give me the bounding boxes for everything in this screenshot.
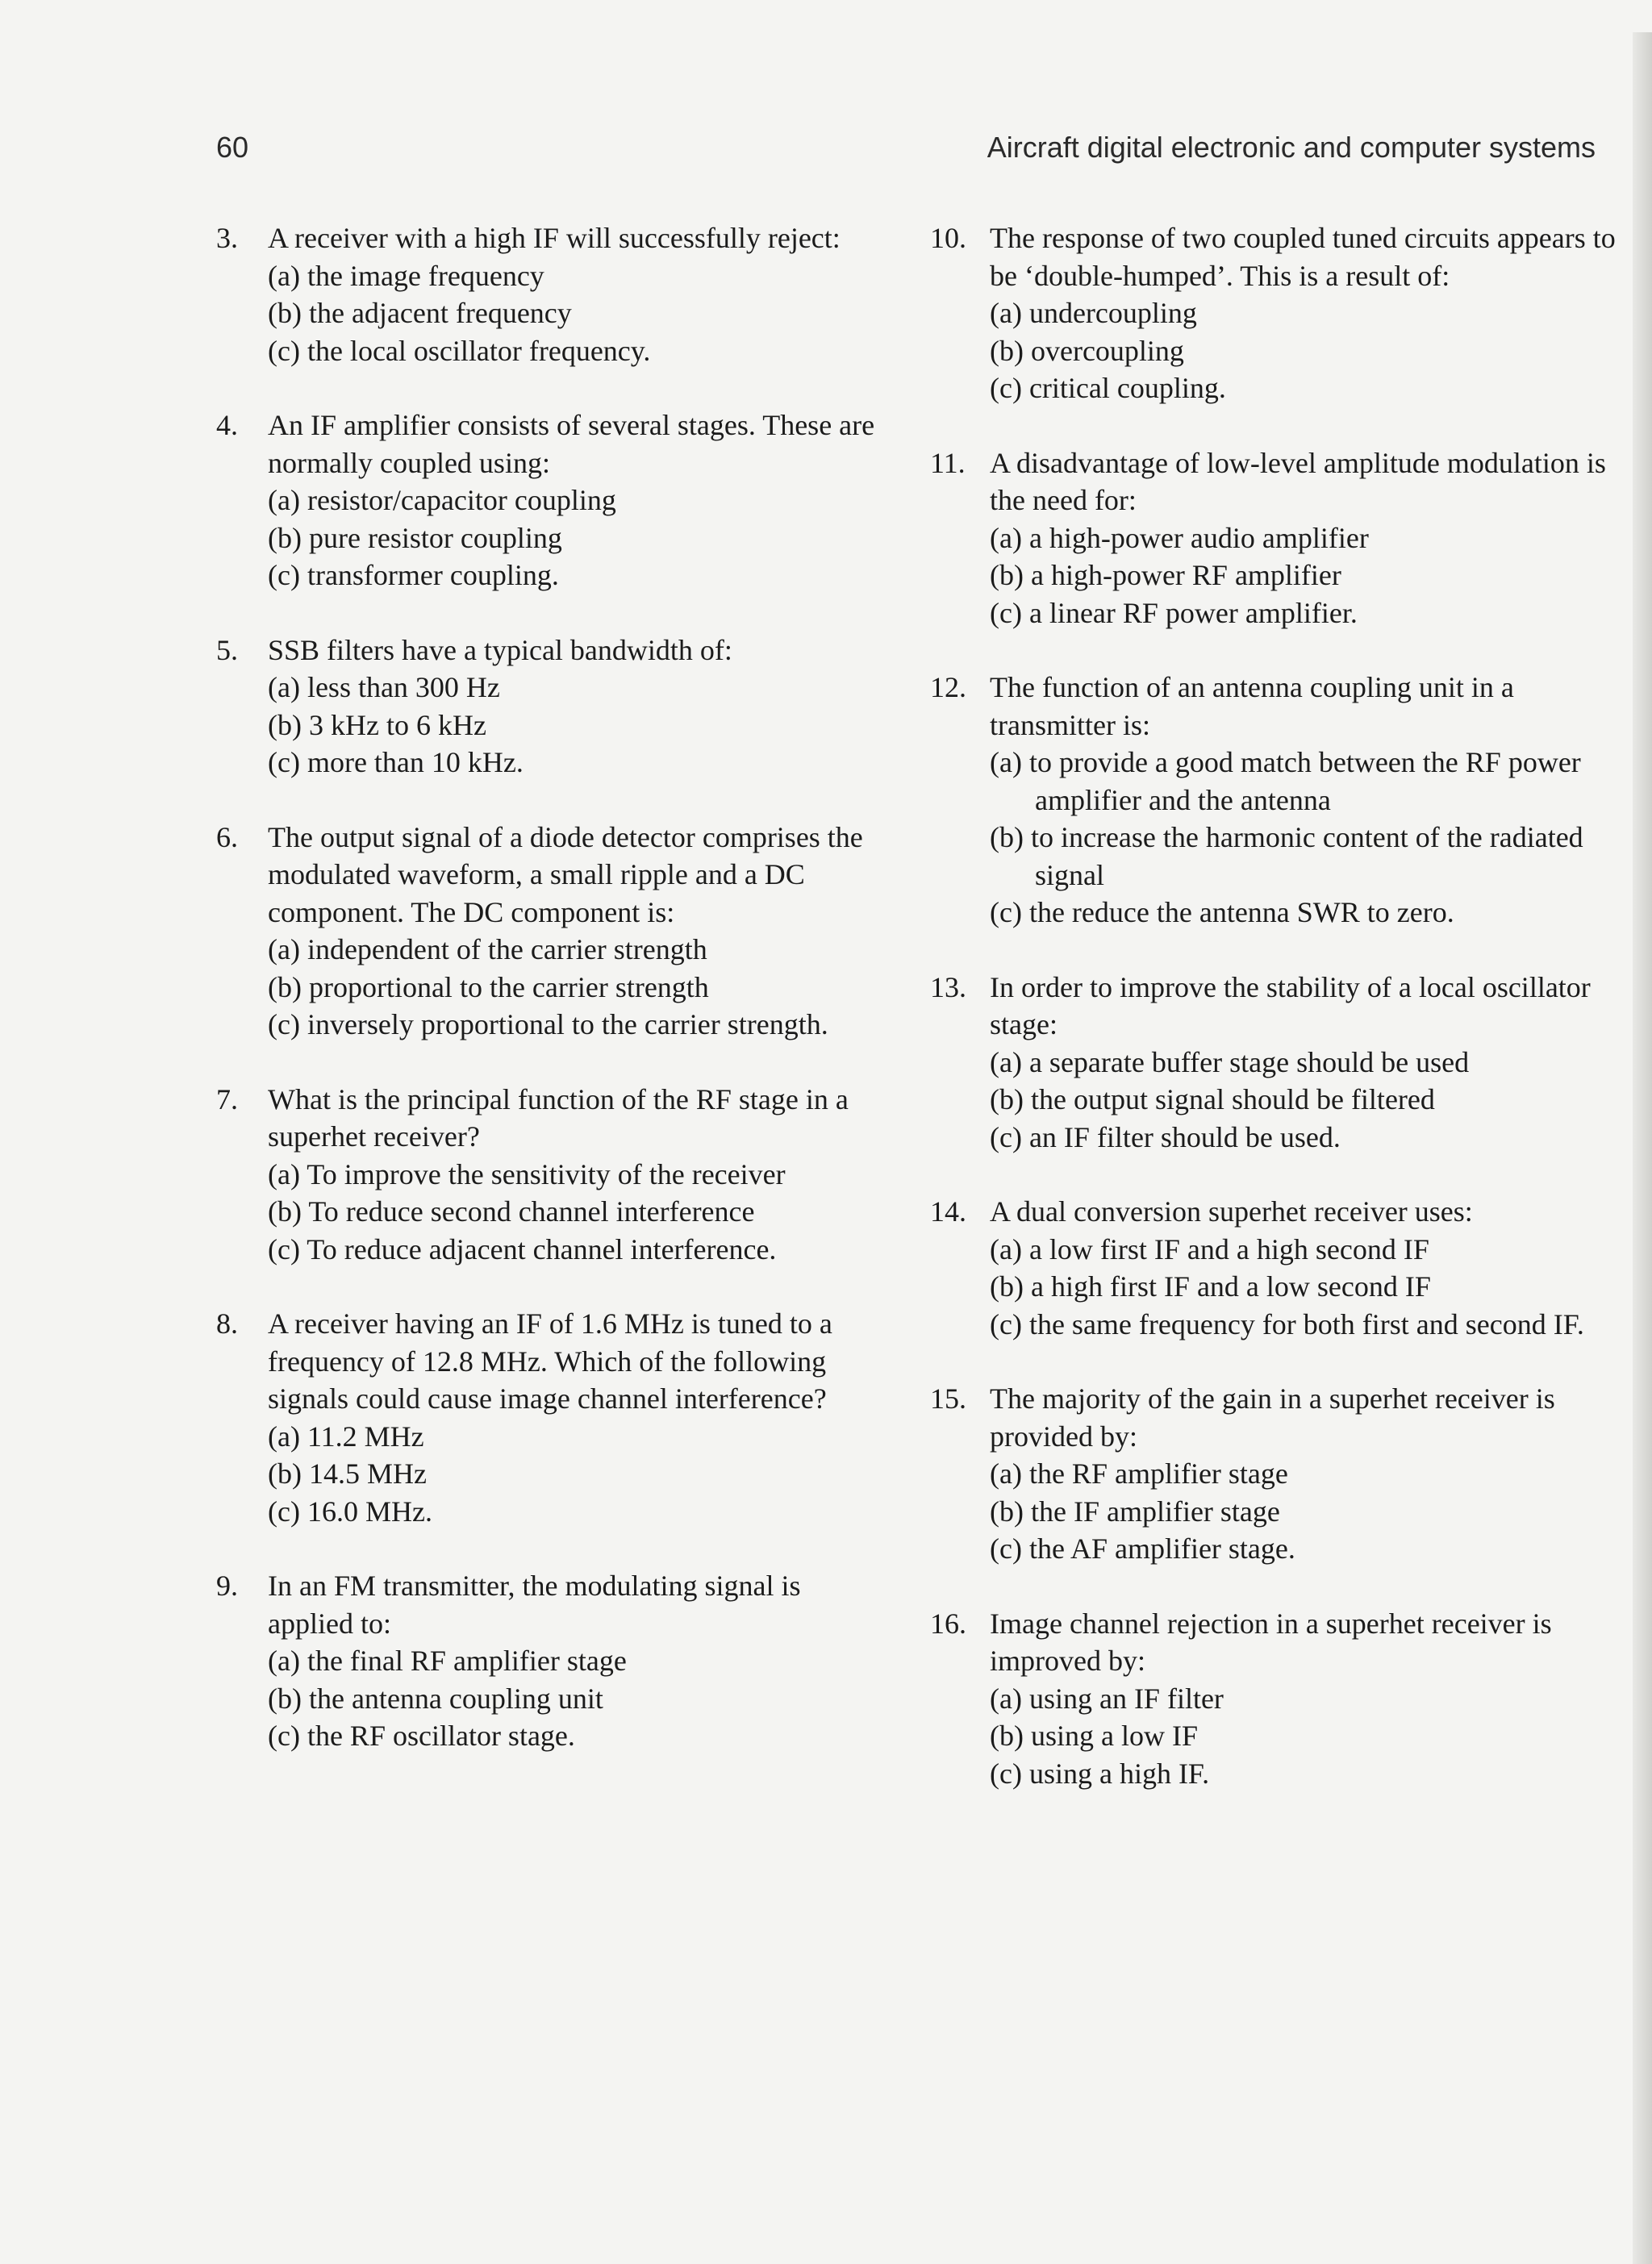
question-number: 15. xyxy=(930,1382,966,1415)
answer-option: (a) the RF amplifier stage xyxy=(990,1457,1288,1490)
question-body xyxy=(268,407,878,594)
left-question-column xyxy=(216,219,878,1792)
question-text: The response of two coupled tuned circuits appears to be ‘double-humped’. This is a result of: xyxy=(990,222,1616,292)
question-item xyxy=(930,444,1616,632)
question-number: 5. xyxy=(216,633,238,666)
answer-option: (b) To reduce second channel interference xyxy=(268,1195,755,1228)
answer-option: (c) the RF oscillator stage. xyxy=(268,1720,575,1752)
running-title: Aircraft digital electronic and computer systems xyxy=(987,131,1596,164)
answer-option: (b) the adjacent frequency xyxy=(268,297,572,329)
question-number: 6. xyxy=(216,820,238,853)
answer-options xyxy=(268,1418,878,1531)
answer-option: (b) a high first IF and a low second IF xyxy=(990,1270,1431,1303)
question-number: 11. xyxy=(930,446,966,479)
question-item xyxy=(930,669,1616,932)
answer-options xyxy=(990,294,1616,407)
question-body xyxy=(268,632,878,782)
answer-option: (c) the AF amplifier stage. xyxy=(990,1532,1295,1565)
answer-option: (a) resistor/capacitor coupling xyxy=(268,484,616,516)
answer-option: (a) to provide a good match between the RF power amplifier and the antenna xyxy=(990,746,1581,816)
answer-options xyxy=(990,1044,1616,1157)
answer-option: (a) less than 300 Hz xyxy=(268,671,500,703)
question-body xyxy=(268,219,878,369)
question-number: 3. xyxy=(216,222,238,254)
question-number: 9. xyxy=(216,1570,238,1602)
question-item xyxy=(930,1380,1616,1568)
answer-option: (b) the output signal should be filtered xyxy=(990,1083,1435,1115)
question-item xyxy=(216,632,878,782)
answer-options xyxy=(268,482,878,594)
question-number: 7. xyxy=(216,1082,238,1115)
answer-options xyxy=(990,744,1616,932)
answer-option: (a) a high-power audio amplifier xyxy=(990,521,1369,554)
question-text: The output signal of a diode detector comprises the modulated waveform, a small ripple and a DC component. The DC component is: xyxy=(268,820,863,928)
question-number: 12. xyxy=(930,671,966,703)
question-item xyxy=(930,969,1616,1157)
question-text: What is the principal function of the RF stage in a superhet receiver? xyxy=(268,1082,849,1153)
answer-option: (c) a linear RF power amplifier. xyxy=(990,596,1358,629)
question-number: 8. xyxy=(216,1307,238,1340)
answer-option: (b) 3 kHz to 6 kHz xyxy=(268,708,486,741)
answer-option: (b) 14.5 MHz xyxy=(268,1457,427,1490)
question-item xyxy=(930,1605,1616,1793)
question-body xyxy=(990,1380,1616,1568)
answer-option: (c) using a high IF. xyxy=(990,1757,1210,1790)
answer-options xyxy=(268,1642,878,1755)
answer-options xyxy=(990,1231,1616,1344)
page-header xyxy=(0,131,1652,173)
answer-option: (c) transformer coupling. xyxy=(268,559,559,591)
answer-option: (c) To reduce adjacent channel interference. xyxy=(268,1232,777,1265)
answer-options xyxy=(268,931,878,1044)
answer-option: (c) the same frequency for both first and second IF. xyxy=(990,1307,1584,1340)
answer-options xyxy=(268,1156,878,1269)
question-number: 16. xyxy=(930,1607,966,1640)
question-body xyxy=(990,669,1616,932)
question-text: SSB filters have a typical bandwidth of: xyxy=(268,633,732,666)
answer-option: (a) a separate buffer stage should be used xyxy=(990,1045,1470,1078)
answer-option: (b) the IF amplifier stage xyxy=(990,1495,1280,1528)
question-text: A receiver having an IF of 1.6 MHz is tuned to a frequency of 12.8 MHz. Which of the following signals could cause image channel interference? xyxy=(268,1307,832,1415)
right-question-column xyxy=(930,219,1616,1829)
answer-option: (b) using a low IF xyxy=(990,1720,1198,1752)
answer-option: (b) overcoupling xyxy=(990,334,1184,367)
question-item xyxy=(930,219,1616,407)
answer-option: (a) the image frequency xyxy=(268,259,544,292)
answer-option: (a) a low first IF and a high second IF xyxy=(990,1232,1429,1265)
answer-option: (c) 16.0 MHz. xyxy=(268,1495,432,1528)
answer-option: (c) the local oscillator frequency. xyxy=(268,334,651,367)
answer-option: (c) the reduce the antenna SWR to zero. xyxy=(990,896,1454,928)
answer-options xyxy=(990,519,1616,632)
question-item xyxy=(216,819,878,1044)
question-text: The function of an antenna coupling unit in a transmitter is: xyxy=(990,671,1514,741)
question-item xyxy=(216,219,878,369)
question-item xyxy=(930,1193,1616,1343)
question-text: Image channel rejection in a superhet receiver is improved by: xyxy=(990,1607,1552,1677)
question-text: A receiver with a high IF will successfully reject: xyxy=(268,222,841,254)
question-item xyxy=(216,1305,878,1530)
question-body xyxy=(990,219,1616,407)
answer-option: (c) inversely proportional to the carrier strength. xyxy=(268,1008,828,1040)
answer-option: (a) undercoupling xyxy=(990,297,1197,329)
question-body xyxy=(990,1193,1616,1343)
question-item xyxy=(216,1567,878,1755)
answer-option: (b) to increase the harmonic content of the radiated signal xyxy=(990,821,1583,891)
answer-option: (b) the antenna coupling unit xyxy=(268,1682,603,1715)
question-body xyxy=(268,1305,878,1530)
question-number: 14. xyxy=(930,1195,966,1228)
answer-option: (c) an IF filter should be used. xyxy=(990,1120,1341,1153)
page-number: 60 xyxy=(216,131,249,164)
question-text: In order to improve the stability of a local oscillator stage: xyxy=(990,970,1591,1040)
question-body xyxy=(268,1081,878,1269)
answer-options xyxy=(268,669,878,782)
answer-option: (c) more than 10 kHz. xyxy=(268,746,524,778)
answer-option: (c) critical coupling. xyxy=(990,372,1226,404)
page-edge-shadow xyxy=(1633,32,1652,2264)
answer-option: (a) the final RF amplifier stage xyxy=(268,1645,627,1677)
answer-option: (a) 11.2 MHz xyxy=(268,1420,424,1453)
answer-option: (a) independent of the carrier strength xyxy=(268,933,707,965)
question-text: The majority of the gain in a superhet receiver is provided by: xyxy=(990,1382,1555,1453)
answer-option: (b) proportional to the carrier strength xyxy=(268,970,709,1003)
answer-options xyxy=(268,257,878,370)
answer-option: (a) To improve the sensitivity of the receiver xyxy=(268,1157,786,1190)
answer-option: (b) a high-power RF amplifier xyxy=(990,559,1341,591)
question-body xyxy=(268,819,878,1044)
question-text: A disadvantage of low-level amplitude modulation is the need for: xyxy=(990,446,1606,516)
question-number: 4. xyxy=(216,409,238,441)
answer-option: (a) using an IF filter xyxy=(990,1682,1224,1715)
question-number: 13. xyxy=(930,970,966,1003)
question-body xyxy=(268,1567,878,1755)
question-body xyxy=(990,1605,1616,1793)
question-body xyxy=(990,444,1616,632)
answer-options xyxy=(990,1680,1616,1793)
question-text: A dual conversion superhet receiver uses: xyxy=(990,1195,1473,1228)
question-text: An IF amplifier consists of several stages. These are normally coupled using: xyxy=(268,409,875,479)
question-item xyxy=(216,1081,878,1269)
question-number: 10. xyxy=(930,222,966,254)
question-body xyxy=(990,969,1616,1157)
question-text: In an FM transmitter, the modulating signal is applied to: xyxy=(268,1570,801,1640)
answer-option: (b) pure resistor coupling xyxy=(268,521,562,554)
answer-options xyxy=(990,1455,1616,1568)
question-item xyxy=(216,407,878,594)
